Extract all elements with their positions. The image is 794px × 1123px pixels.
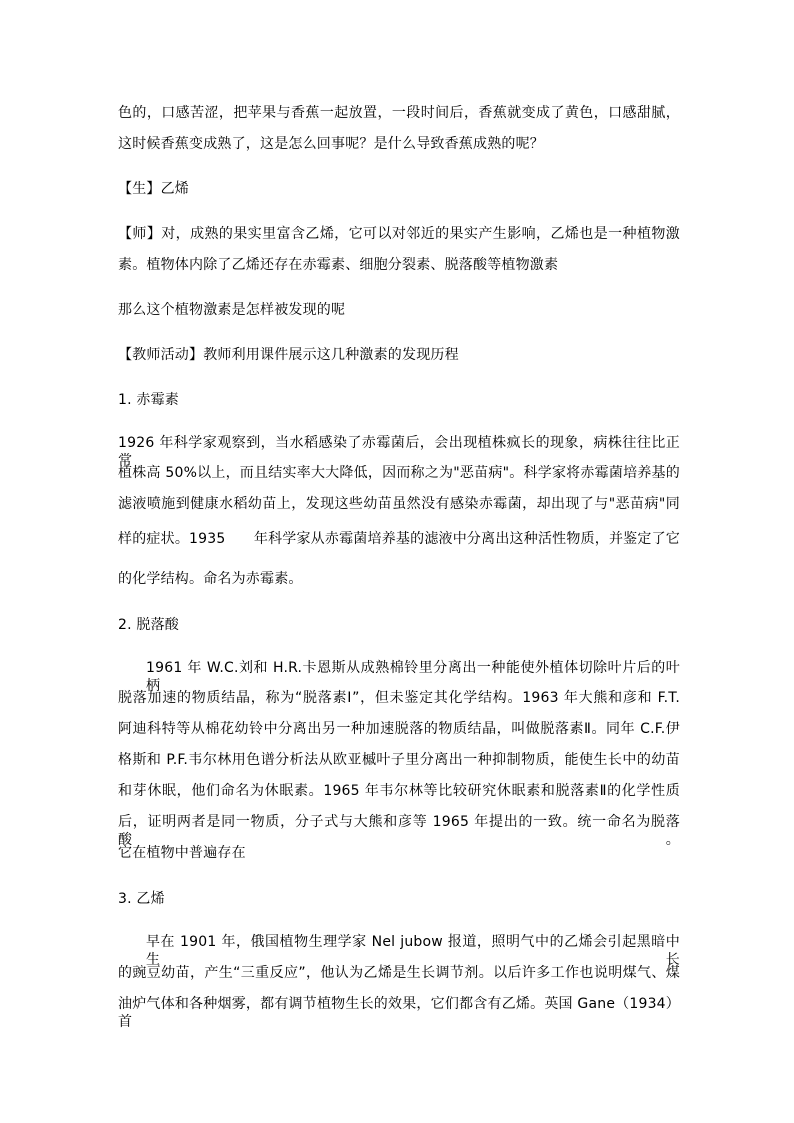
section-3-line: 油炉气体和各种烟雾，都有调节植物生长的效果，它们都含有乙烯。英国 Gane（1934）首 (118, 996, 680, 1030)
section-2-line: 1961 年 W.C.刘和 H.R.卡恩斯从成熟棉铃里分离出一种能使外植体切除叶片后的叶柄 (146, 660, 680, 694)
section-1-line: 样的症状。1935 年科学家从赤霉菌培养基的滤液中分离出这种活性物质，并鉴定了它 (118, 531, 680, 547)
teacher-line-2: 素。植物体内除了乙烯还存在赤霉素、细胞分裂素、脱落酸等植物激素 (118, 257, 559, 273)
section-2-line: 脱落加速的物质结晶，称为“脱落素Ⅰ”，但未鉴定其化学结构。1963 年大熊和彦和 F.T. (118, 690, 680, 706)
section-3-line: 的豌豆幼苗，产生“三重反应”，他认为乙烯是生长调节剂。以后许多工作也说明煤气、煤 (118, 965, 680, 981)
section-heading-ethylene: 3. 乙烯 (118, 891, 165, 907)
section-1-line: 的化学结构。命名为赤霉素。 (118, 571, 303, 587)
section-2-line: 它在植物中普遍存在 (118, 845, 246, 861)
intro-line-1: 色的，口感苦涩，把苹果与香蕉一起放置，一段时间后，香蕉就变成了黄色，口感甜腻， (118, 105, 680, 121)
section-1-line: 植株高 50%以上，而且结实率大大降低，因而称之为"恶苗病"。科学家将赤霉菌培养基的 (118, 465, 680, 481)
student-answer: 【生】乙烯 (118, 181, 189, 197)
section-heading-abscisic-acid: 2. 脱落酸 (118, 617, 180, 633)
section-2-line: 格斯和 P.F.韦尔林用色谱分析法从欧亚槭叶子里分离出一种抑制物质，能使生长中的幼苗 (118, 752, 680, 768)
section-2-line: 和芽休眠，他们命名为休眠素。1965 年韦尔林等比较研究休眠素和脱落素Ⅱ的化学性质 (118, 783, 680, 799)
question-text: 那么这个植物激素是怎样被发现的呢 (118, 302, 346, 318)
section-3-line: 早在 1901 年，俄国植物生理学家 Nel jubow 报道，照明气中的乙烯会引起黑暗中生长 (146, 934, 680, 968)
teacher-activity: 【教师活动】教师利用课件展示这几种激素的发现历程 (118, 347, 459, 363)
section-2-line: 后，证明两者是同一物质，分子式与大熊和彦等 1965 年提出的一致。统一命名为脱落酸。 (118, 814, 680, 848)
section-1-line: 1926 年科学家观察到，当水稻感染了赤霉菌后，会出现植株疯长的现象，病株往往比正常 (118, 435, 680, 469)
section-2-line: 阿迪科特等从棉花幼铃中分离出另一种加速脱落的物质结晶，叫做脱落素Ⅱ。同年 C.F.伊 (118, 721, 680, 737)
section-heading-gibberellin: 1. 赤霉素 (118, 392, 180, 408)
section-1-line: 滤液喷施到健康水稻幼苗上，发现这些幼苗虽然没有感染赤霉菌，却出现了与"恶苗病"同 (118, 496, 680, 512)
teacher-line-1: 【师】对，成熟的果实里富含乙烯，它可以对邻近的果实产生影响，乙烯也是一种植物激 (118, 226, 680, 242)
intro-line-2: 这时候香蕉变成熟了，这是怎么回事呢？是什么导致香蕉成熟的呢？ (118, 136, 544, 152)
